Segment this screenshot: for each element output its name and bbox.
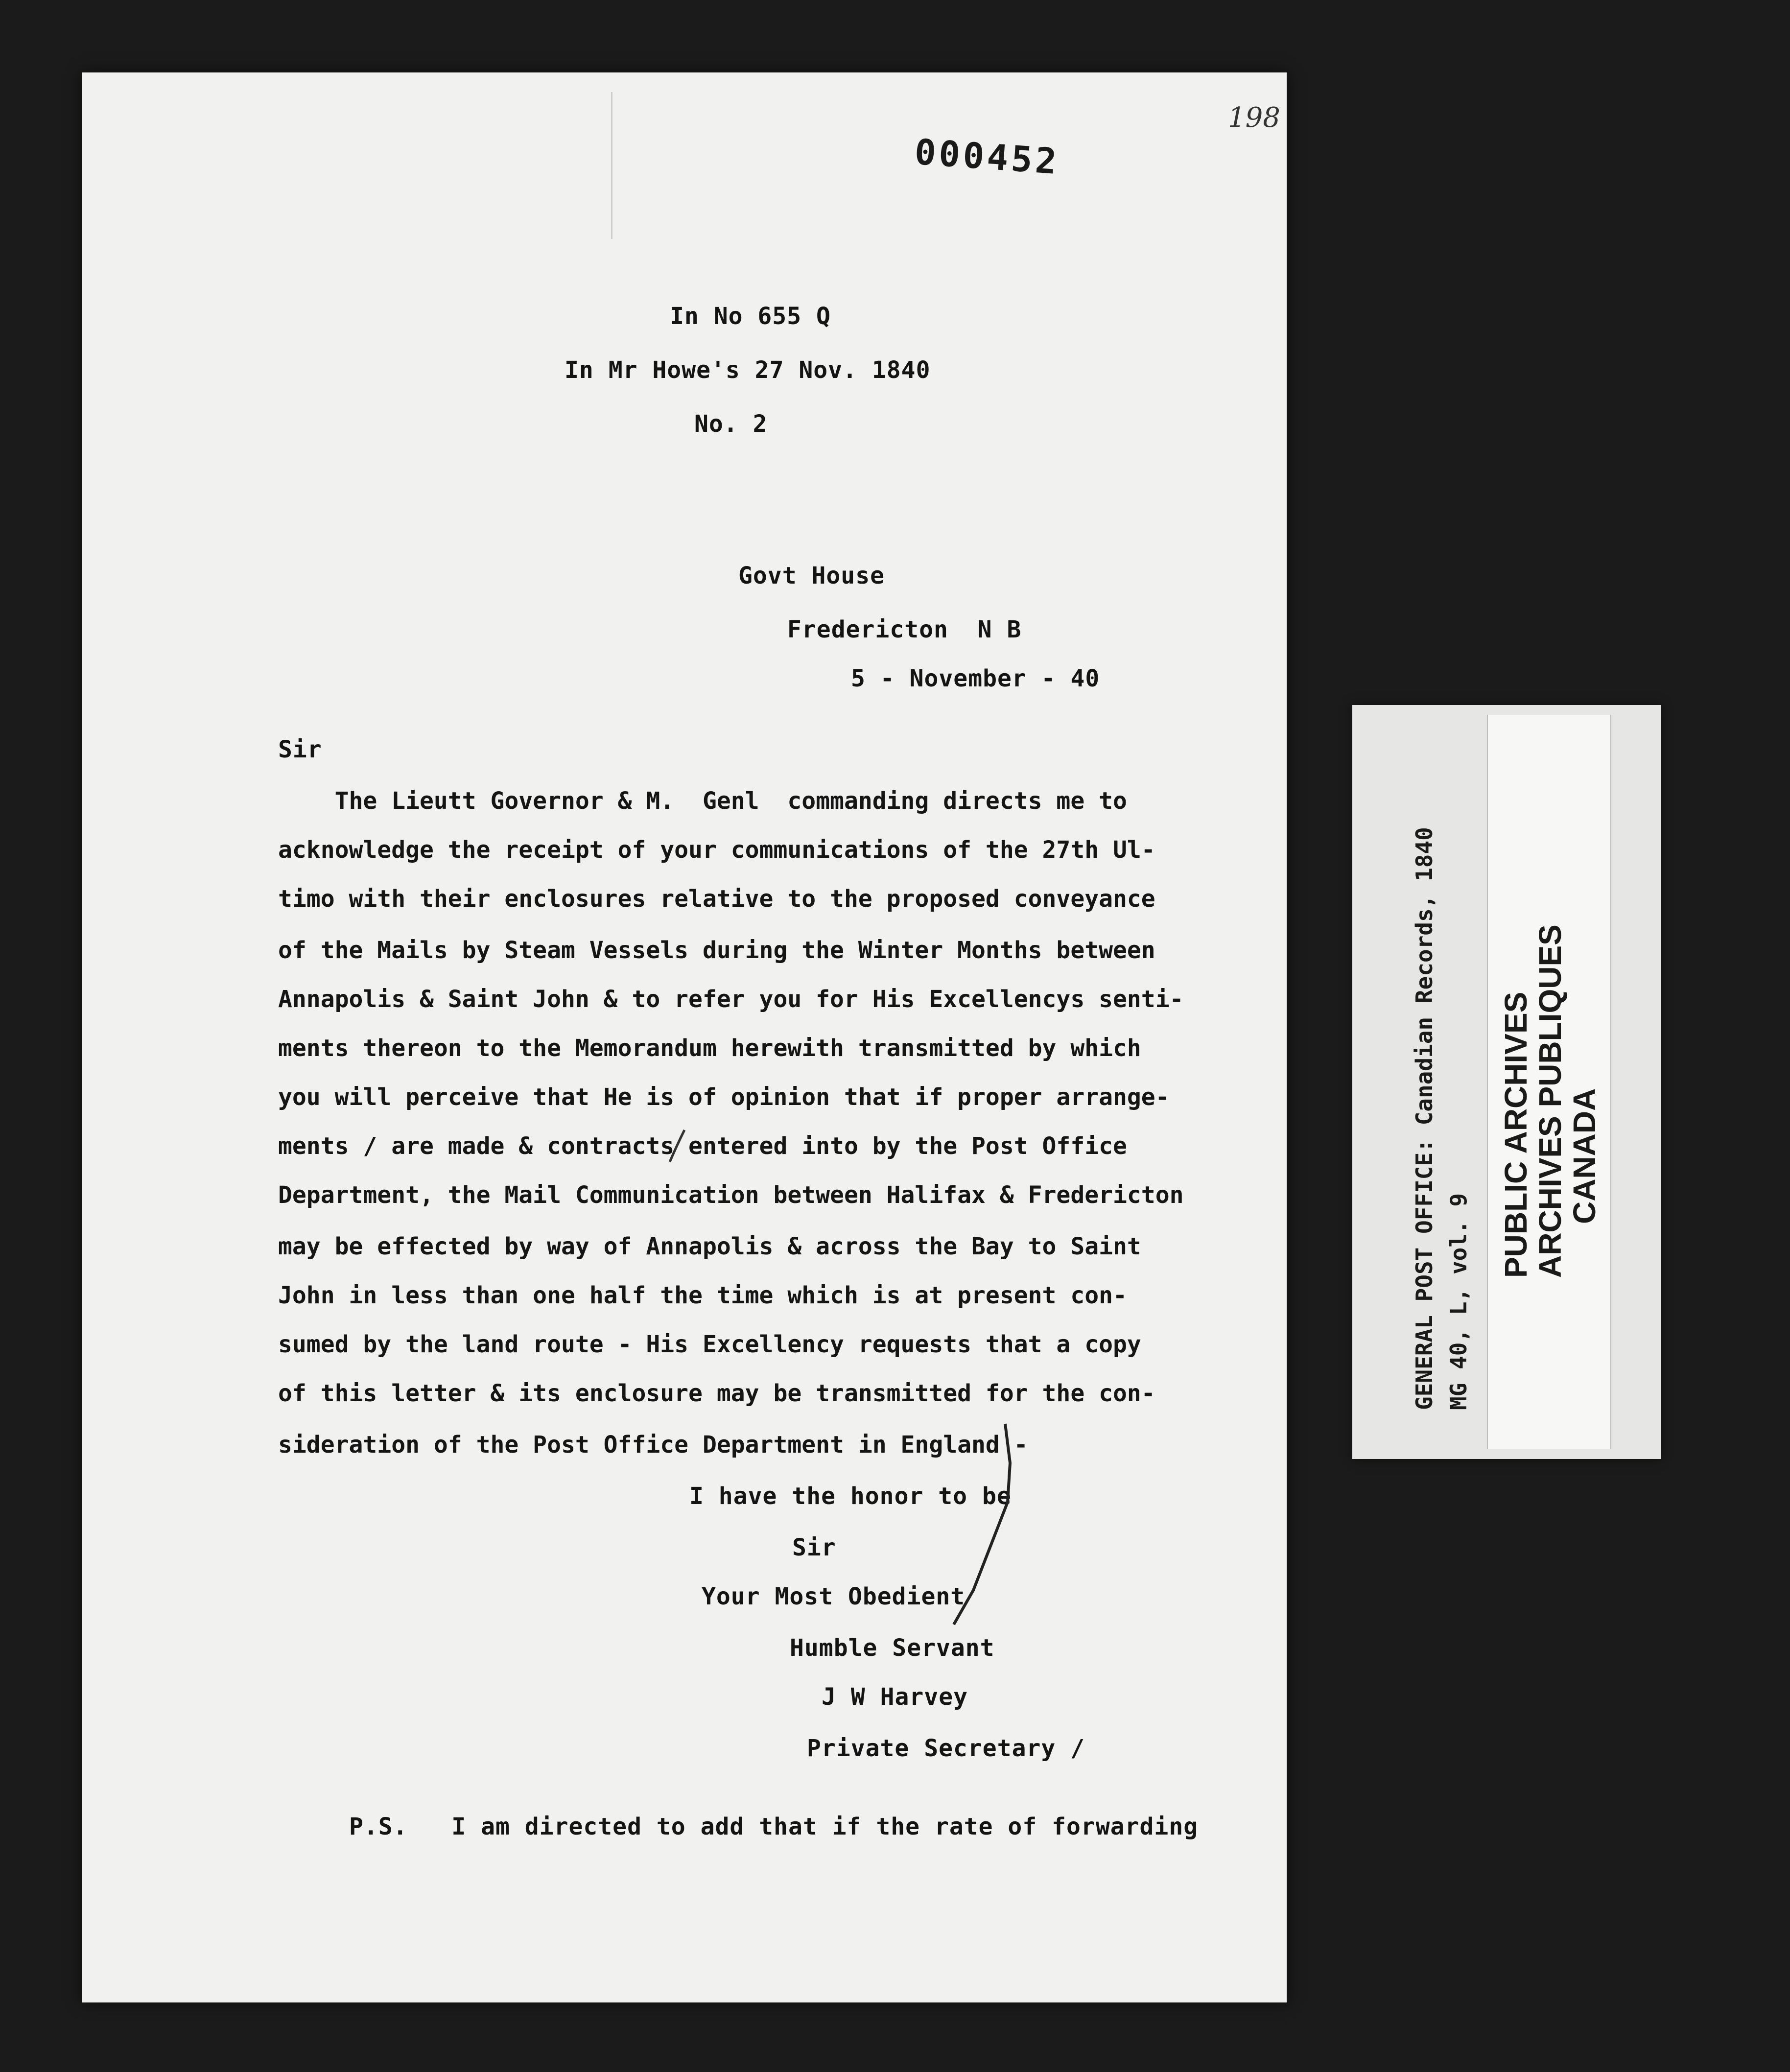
address-date: 5 - November - 40 <box>851 665 1100 692</box>
archive-label-card <box>1352 705 1661 1459</box>
body-line: of this letter & its enclosure may be transmitted for the con- <box>278 1380 1155 1407</box>
archive-logo-band <box>1487 715 1611 1449</box>
archive-name-french: ARCHIVES PUBLIQUES <box>1532 924 1568 1278</box>
body-line: timo with their enclosures relative to the proposed conveyance <box>278 885 1155 913</box>
body-line: Annapolis & Saint John & to refer you for His Excellencys senti- <box>278 986 1184 1013</box>
body-line: of the Mails by Steam Vessels during the Winter Months between <box>278 937 1155 964</box>
closing-line-1: I have the honor to be <box>689 1483 1012 1510</box>
address-line-2: Fredericton N B <box>787 616 1022 643</box>
archive-name-english: PUBLIC ARCHIVES <box>1498 991 1533 1278</box>
closing-line-2: Sir <box>792 1534 836 1561</box>
body-line: ments / are made & contracts entered into by the Post Office <box>278 1132 1127 1160</box>
folio-number: 198 <box>1228 102 1280 134</box>
closing-line-3: Your Most Obedient <box>702 1583 966 1610</box>
body-line: sumed by the land route - His Excellency requests that a copy <box>278 1331 1141 1358</box>
body-line: ments thereon to the Memorandum herewith transmitted by which <box>278 1035 1141 1062</box>
body-line: Department, the Mail Communication between Halifax & Fredericton <box>278 1181 1184 1209</box>
header-line-3: No. 2 <box>694 410 768 438</box>
body-line: you will perceive that He is of opinion that if proper arrange- <box>278 1083 1170 1111</box>
archive-volume-reference: MG 40, L, vol. 9 <box>1445 1193 1472 1410</box>
archive-country: CANADA <box>1567 1088 1602 1224</box>
body-line: John in less than one half the time which is at present con- <box>278 1282 1127 1309</box>
header-line-1: In No 655 Q <box>670 303 831 330</box>
address-line-1: Govt House <box>738 562 885 589</box>
body-line: acknowledge the receipt of your communications of the 27th Ul- <box>278 836 1155 864</box>
header-line-2: In Mr Howe's 27 Nov. 1840 <box>565 356 931 384</box>
salutation: Sir <box>278 736 322 763</box>
letter-page <box>82 72 1287 2002</box>
signature-title: Private Secretary / <box>807 1735 1085 1762</box>
fold-mark <box>611 92 612 239</box>
postscript: P.S. I am directed to add that if the rate of forwarding <box>349 1813 1199 1840</box>
signature-name: J W Harvey <box>822 1683 968 1711</box>
archive-stamp-number: 000452 <box>913 131 1061 183</box>
body-line: The Lieutt Governor & M. Genl commanding directs me to <box>278 787 1127 815</box>
closing-line-4: Humble Servant <box>790 1634 995 1662</box>
archive-record-reference: GENERAL POST OFFICE: Canadian Records, 1840 <box>1411 827 1437 1410</box>
pen-mark-lines <box>621 1076 1061 1762</box>
body-line: sideration of the Post Office Department in England - <box>278 1431 1028 1459</box>
body-line: may be effected by way of Annapolis & across the Bay to Saint <box>278 1233 1141 1260</box>
